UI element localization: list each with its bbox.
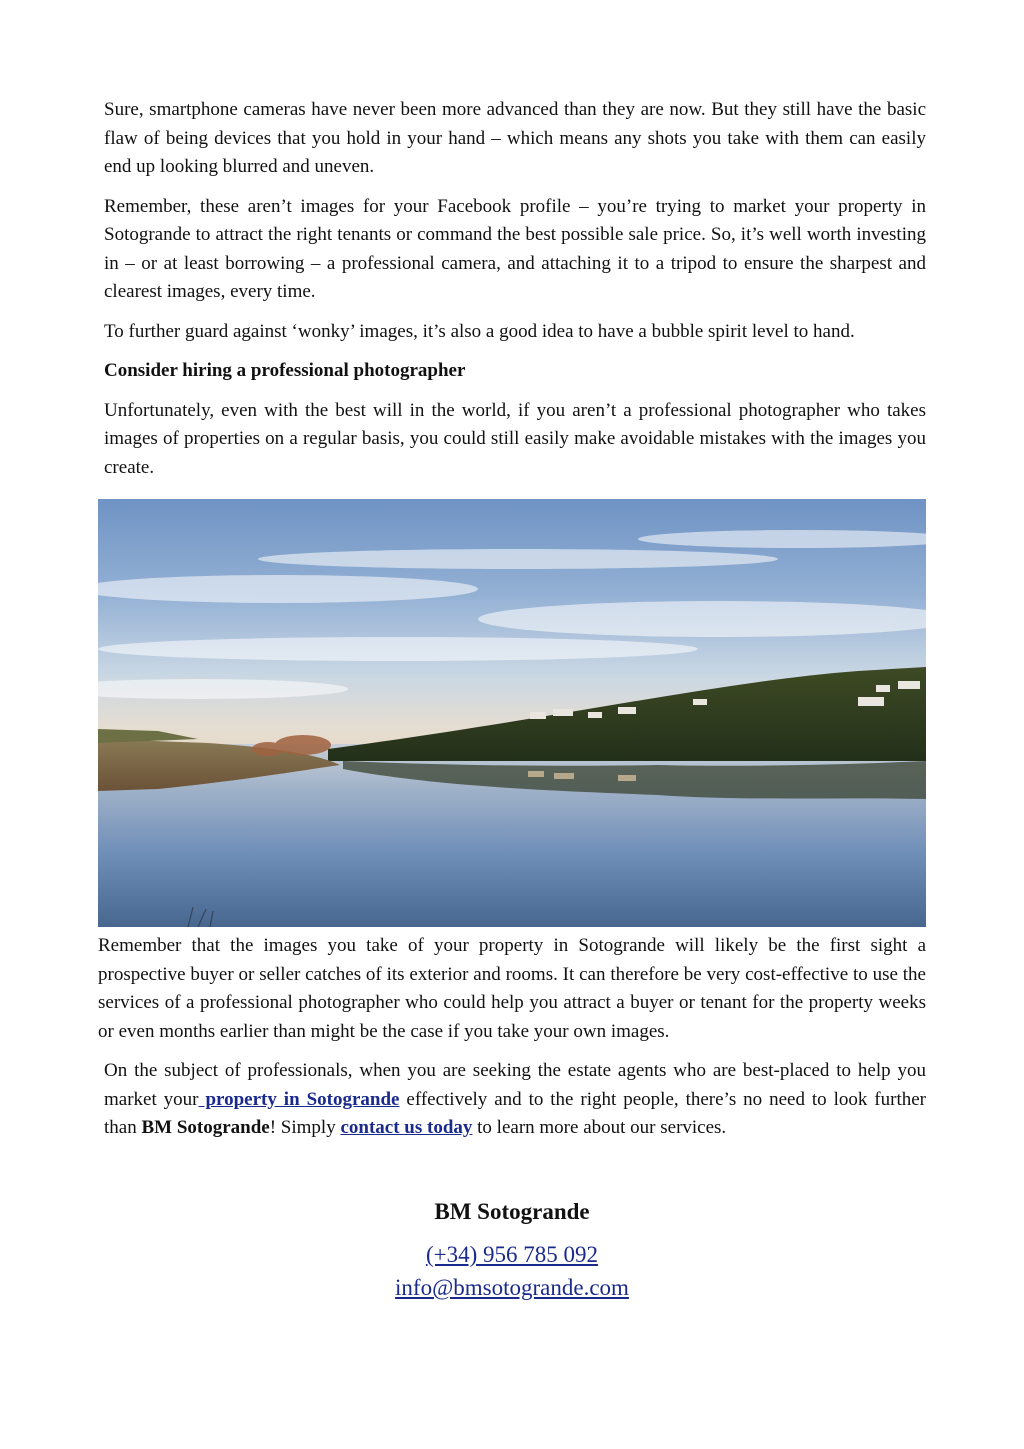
lake-landscape-photo [98, 499, 926, 927]
text-part4: to learn more about our services. [472, 1117, 727, 1138]
footer-company-name: BM Sotogrande [434, 1199, 590, 1224]
paragraph-spirit-level: To further guard against ‘wonky’ images, it’s also a good idea to have a bubble spirit level to hand. [104, 320, 855, 342]
paragraph-professional-camera: Remember, these aren’t images for your Facebook profile – you’re trying to market your property in Sotogrande to attract the right tenants or command the best possible sale price. So, it’s well worth investing in – or at least borrowing – a professional camera, and attaching it to a tripod to ensure the sharpest and clearest images, every time. [104, 195, 926, 302]
paragraph-first-sight: Remember that the images you take of your property in Sotogrande will likely be the first sight a prospective buyer or seller catches of its exterior and rooms. It can therefore be very cost-effective to use the services of a professional photographer who could help you attract a buyer or tenant for the property weeks or even months earlier than might be the case if you take your own images. [98, 935, 926, 1042]
text-part1: On the subject of professionals, when you are seeking the estate agents who are best-placed to help you market your [104, 1060, 926, 1110]
text-part3: ! Simply [269, 1117, 341, 1138]
document-body [98, 96, 926, 1154]
contact-us-today-link[interactable]: contact us today [340, 1117, 473, 1138]
company-name-bold: BM Sotogrande [141, 1117, 270, 1138]
paragraph-avoidable-mistakes: Unfortunately, even with the best will in the world, if you aren’t a professional photographer who takes images of properties on a regular basis, you could still easily make avoidable mistakes with the images you create. [104, 399, 926, 478]
phone-link[interactable]: (+34) 956 785 092 [425, 1242, 599, 1267]
section-heading: Consider hiring a professional photographer [104, 360, 466, 381]
email-link[interactable]: info@bmsotogrande.com [395, 1275, 629, 1300]
contact-footer [0, 1195, 1024, 1304]
text-part2: effectively and to the right people, there’s no need to look further than [104, 1088, 926, 1138]
paragraph-estate-agents [98, 1057, 926, 1143]
paragraph-smartphone-cameras: Sure, smartphone cameras have never been more advanced than they are now. But they still have the basic flaw of being devices that you hold in your hand – which means any shots you take with them can easily end up looking blurred and uneven. [104, 99, 926, 177]
property-in-sotogrande-link[interactable]: property in Sotogrande [198, 1088, 400, 1110]
